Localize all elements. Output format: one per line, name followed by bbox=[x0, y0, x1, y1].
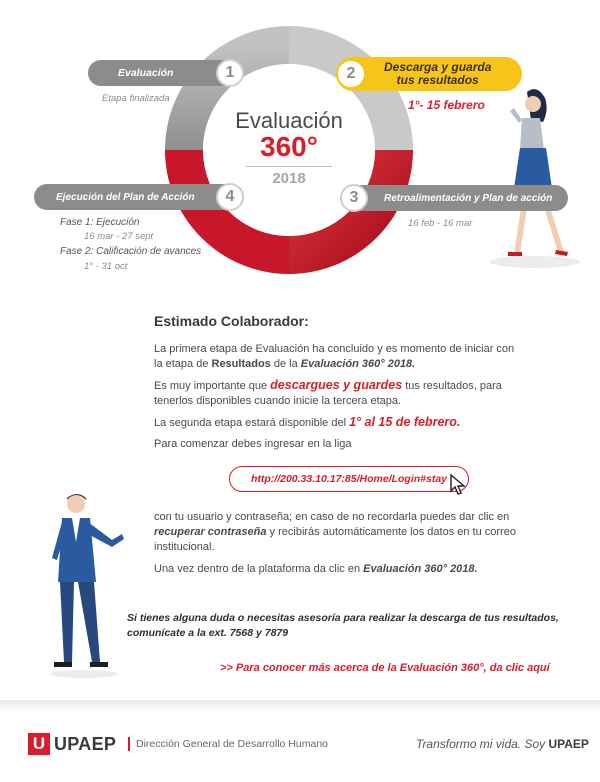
p3-dates: 1° al 15 de febrero. bbox=[349, 415, 461, 429]
cursor-icon bbox=[450, 474, 468, 496]
step-3-pill bbox=[340, 185, 568, 211]
p6-evaluation: Evaluación 360° 2018. bbox=[363, 563, 478, 575]
phase-2-name: Fase 2: Calificación de avances bbox=[60, 246, 202, 257]
upaep-logo-mark: U bbox=[28, 733, 50, 755]
p2-text-a: Es muy importante que bbox=[154, 380, 271, 392]
step-2-date: 1°- 15 febrero bbox=[408, 98, 485, 112]
step-2-label-line2: tus resultados bbox=[396, 73, 479, 87]
footer bbox=[0, 712, 600, 782]
paragraph-4: Para comenzar debes ingresar en la liga bbox=[154, 438, 352, 450]
p1-text-a: La primera etapa de Evaluación ha concluido y es momento de iniciar con la etapa de bbox=[154, 343, 515, 370]
paragraph-3 bbox=[154, 415, 524, 431]
figure-shadow bbox=[490, 256, 580, 268]
phase-2-date: 1° - 31 oct bbox=[84, 261, 128, 272]
paragraph-6 bbox=[154, 562, 524, 577]
department-name: Dirección General de Desarrollo Humano bbox=[136, 738, 329, 750]
step-1-label: Evaluación bbox=[118, 67, 174, 79]
slogan bbox=[416, 737, 589, 751]
p2-text-c: tus resultados, para tenerlos disponibles cuando inicie la tercera etapa. bbox=[154, 380, 502, 407]
p5-text-c: y recibirás automáticamente los datos en tu correo institucional. bbox=[154, 526, 516, 553]
login-link[interactable]: http://200.33.10.17:85/Home/Login#stay bbox=[229, 466, 469, 492]
step-2-number: 2 bbox=[336, 59, 366, 89]
p1-text-c: de la bbox=[270, 358, 301, 370]
step-4-label: Ejecución del Plan de Acción bbox=[56, 191, 195, 203]
footer-separator bbox=[128, 737, 130, 751]
phase-1-date: 16 mar - 27 sept bbox=[84, 231, 154, 242]
paragraph-5 bbox=[154, 510, 524, 555]
center-number: 360° bbox=[260, 131, 318, 162]
step-3-number: 3 bbox=[340, 184, 368, 212]
p3-text-a: La segunda etapa estará disponible del bbox=[154, 417, 350, 429]
center-title: Evaluación bbox=[235, 108, 343, 133]
step-1-number: 1 bbox=[216, 59, 244, 87]
step-3-date: 16 feb - 16 mar bbox=[408, 218, 473, 229]
more-info-link[interactable]: >> Para conocer más acerca de la Evaluación 360°, da clic aquí bbox=[220, 662, 550, 674]
p2-emphasis: descargues y guardes bbox=[270, 378, 403, 392]
center-divider bbox=[246, 166, 332, 167]
paragraph-2 bbox=[154, 378, 524, 409]
center-year: 2018 bbox=[272, 170, 306, 187]
slogan-brand: UPAEP bbox=[548, 737, 589, 751]
woman-figure bbox=[508, 89, 568, 256]
recover-password-text: recuperar contraseña bbox=[154, 526, 267, 538]
footer-shadow bbox=[0, 700, 600, 712]
phase-1-name: Fase 1: Ejecución bbox=[60, 217, 140, 228]
step-2-label-line1: Descarga y guarda bbox=[384, 60, 492, 74]
greeting: Estimado Colaborador: bbox=[154, 313, 309, 329]
p1-evaluation: Evaluación 360° 2018. bbox=[300, 358, 416, 370]
slogan-text: Transformo mi vida. Soy bbox=[416, 737, 549, 751]
p6-text-a: Una vez dentro de la plataforma da clic en bbox=[154, 563, 364, 575]
step-3-label: Retroalimentación y Plan de acción bbox=[384, 192, 553, 204]
man-figure bbox=[40, 492, 130, 682]
paragraph-1 bbox=[154, 342, 524, 372]
p5-text-a: con tu usuario y contraseña; en caso de no recordarla puedes dar clic en bbox=[154, 511, 510, 523]
step-1-note: Etapa finalizada bbox=[102, 93, 170, 104]
upaep-logo-text: UPAEP bbox=[54, 734, 117, 754]
p1-results: Resultados bbox=[211, 358, 271, 370]
step-4-pill bbox=[34, 184, 244, 210]
help-text: Si tienes alguna duda o necesitas asesoría para realizar la descarga de tus resultados, comunícate a la ext. 7568 y 7879 bbox=[127, 612, 559, 639]
step-4-number: 4 bbox=[216, 183, 244, 211]
